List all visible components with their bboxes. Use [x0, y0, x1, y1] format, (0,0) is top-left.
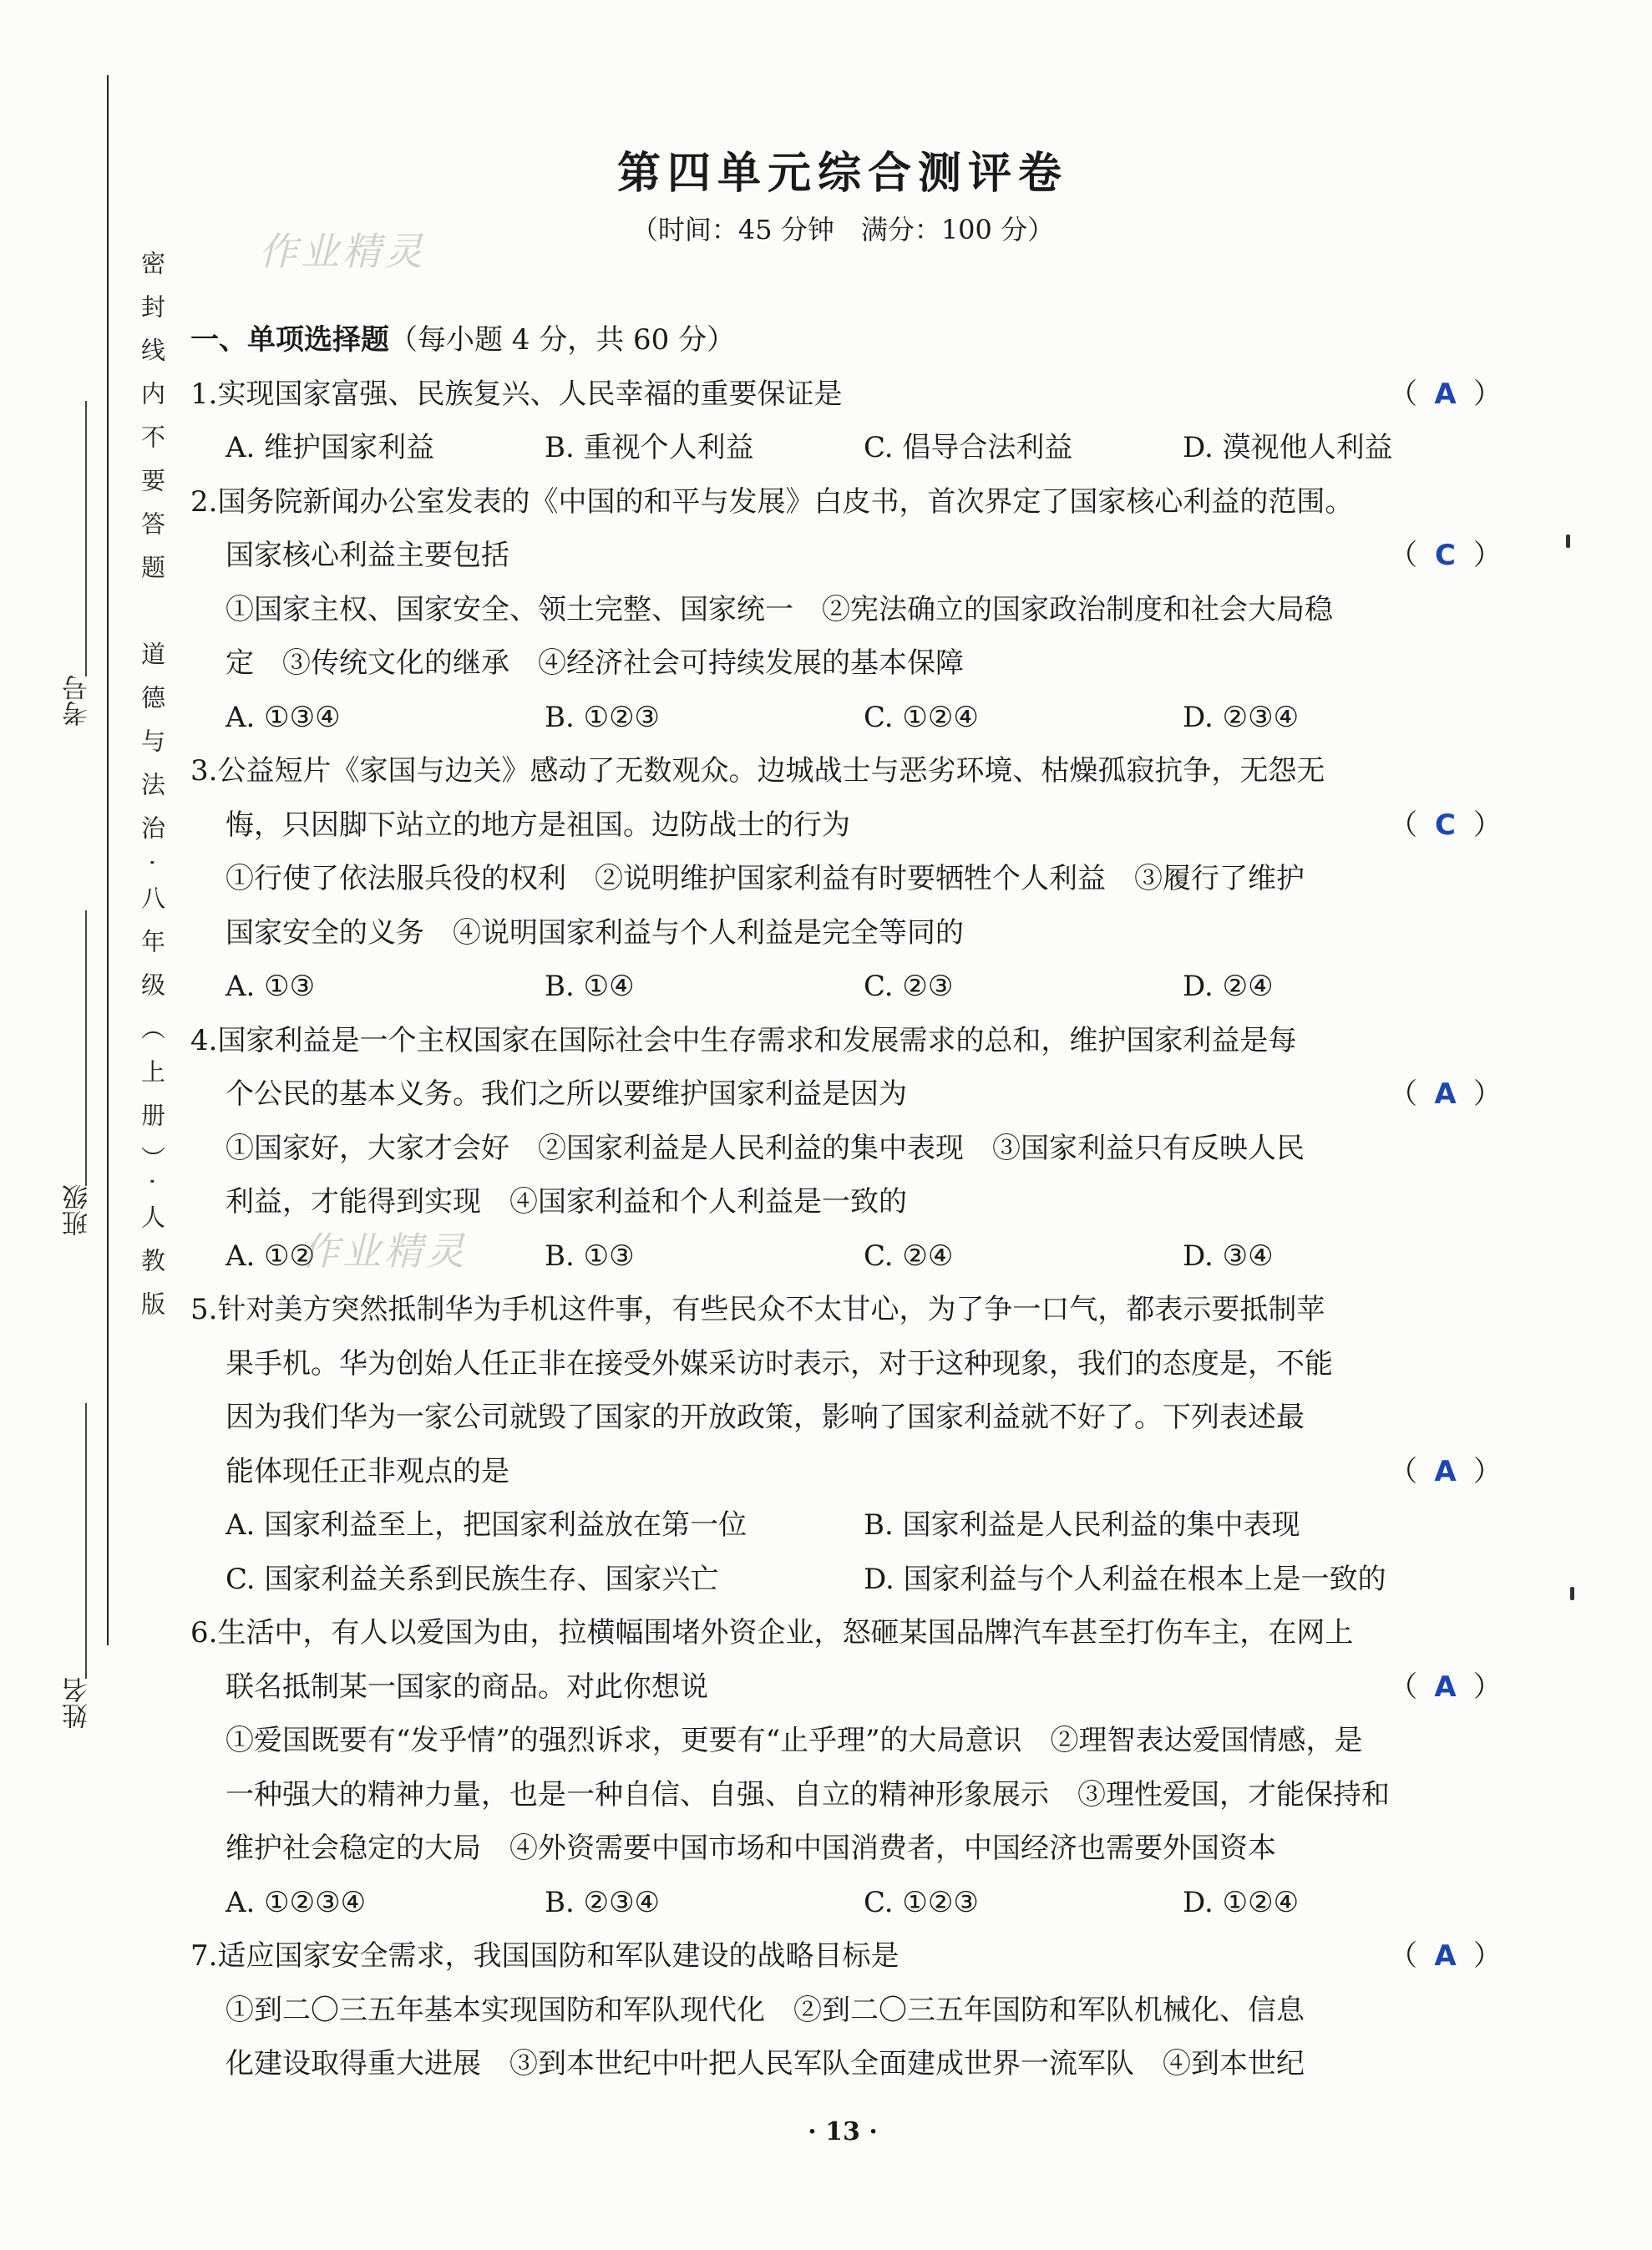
question-stem-line [190, 798, 1502, 853]
question-stem-line [190, 1337, 1502, 1391]
binding-line [107, 75, 109, 1645]
answer-letter: A [1434, 1077, 1457, 1111]
option-b: B. ①③ [545, 1239, 635, 1273]
answer-bracket-close: ） [1472, 1454, 1502, 1488]
answer-bracket-open: （ [1389, 1670, 1417, 1704]
statement-text: 定 ③传统文化的继承 ④经济社会可持续发展的基本保障 [226, 646, 964, 680]
question-statement-line [190, 1984, 1502, 2038]
option-a: A. ①②③④ [226, 1885, 367, 1919]
question-stem-text: 因为我们华为一家公司就毁了国家的开放政策，影响了国家利益就不好了。下列表述最 [226, 1401, 1305, 1434]
question-3 [190, 744, 1502, 1014]
question-stem-text: 果手机。华为创始人任正非在接受外媒采访时表示，对于这种现象，我们的态度是，不能 [226, 1346, 1333, 1381]
exam-number-label: 考号 [63, 675, 93, 727]
options-row [190, 421, 1502, 475]
question-stem-line [190, 1391, 1502, 1445]
options-row [190, 1553, 1502, 1607]
page-subtitle: （时间：45 分钟 满分：100 分） [631, 214, 1055, 246]
option-c: C. 倡导合法利益 [864, 431, 1073, 464]
statement-text: ①国家好，大家才会好 ②国家利益是人民利益的集中表现 ③国家利益只有反映人民 [226, 1131, 1305, 1165]
options-row [190, 1229, 1502, 1284]
statement-text: ①国家主权、国家安全、领土完整、国家统一 ②宪法确立的国家政治制度和社会大局稳 [226, 592, 1333, 626]
question-stem-line [190, 1929, 1502, 1984]
option-b: B. 国家利益是人民利益的集中表现 [864, 1508, 1300, 1542]
answer-bracket-close: ） [1472, 539, 1502, 572]
options-row [190, 1876, 1502, 1930]
options-row [190, 1498, 1502, 1553]
option-d: D. ①②④ [1183, 1885, 1300, 1919]
section-title: 一、单项选择题 [190, 323, 389, 357]
question-stem-text: 联名抵制某一国家的商品。对此你想说 [226, 1670, 708, 1704]
question-statement-line [190, 852, 1502, 906]
answer-bracket-open: （ [1389, 808, 1417, 842]
question-7 [190, 1929, 1502, 2091]
question-stem-text: 悔，只因脚下站立的地方是祖国。边防战士的行为 [226, 808, 850, 842]
question-2 [190, 475, 1502, 745]
option-d: D. ②④ [1183, 970, 1274, 1003]
question-6 [190, 1606, 1502, 1929]
question-statement-line [190, 1122, 1502, 1176]
option-c: C. ①②③ [864, 1885, 979, 1919]
question-1 [190, 367, 1502, 475]
statement-text: 维护社会稳定的大局 ④外资需要中国市场和中国消费者，中国经济也需要外国资本 [226, 1832, 1276, 1865]
statement-text: 国家安全的义务 ④说明国家利益与个人利益是完全等同的 [226, 915, 964, 950]
question-stem-text: 6.生活中，有人以爱国为由，拉横幅围堵外资企业，怒砸某国品牌汽车甚至打伤车主，在网上 [190, 1616, 1354, 1649]
option-a: A. ①② [226, 1239, 316, 1273]
answer-slot [1389, 1660, 1502, 1715]
binding-text: 密封线内不要答题 道德与法治·八年级（上册）·人教版 [138, 251, 166, 1335]
answer-slot [1389, 1445, 1502, 1499]
section-note: （每小题 4 分，共 60 分） [389, 323, 736, 357]
answer-letter: C [1435, 808, 1456, 842]
answer-slot [1389, 798, 1502, 853]
answer-slot [1389, 1067, 1502, 1122]
question-statement-line [190, 1768, 1502, 1822]
options-row [190, 691, 1502, 745]
answer-letter: C [1435, 539, 1456, 572]
name-label: 姓名 [63, 1677, 93, 1729]
question-statement-line [190, 1714, 1502, 1768]
statement-text: ①爱国既要有“发乎情”的强烈诉求，更要有“止乎理”的大局意识 ②理智表达爱国情感，是 [226, 1724, 1363, 1757]
watermark-middle: 作业精灵 [301, 1229, 468, 1274]
answer-bracket-open: （ [1389, 1939, 1417, 1973]
question-stem-text: 7.适应国家安全需求，我国国防和军队建设的战略目标是 [190, 1939, 899, 1973]
question-statement-line [190, 1175, 1502, 1229]
answer-bracket-close: ） [1472, 377, 1502, 411]
exam-number-field[interactable] [50, 401, 92, 727]
option-b: B. ②③④ [545, 1885, 661, 1919]
question-stem-line [190, 1283, 1502, 1337]
answer-letter: A [1434, 377, 1457, 411]
class-field[interactable] [50, 910, 92, 1236]
exam-number-underline [85, 401, 87, 677]
option-a: A. ①③ [226, 970, 316, 1003]
option-b: B. ①④ [545, 970, 635, 1003]
question-stem-line [190, 1445, 1502, 1499]
class-label: 班级 [63, 1184, 93, 1236]
option-c: C. ②④ [864, 1239, 954, 1273]
question-stem-line [190, 1606, 1502, 1660]
scan-speck [1566, 535, 1570, 548]
question-stem-line [190, 529, 1502, 583]
option-d: D. 国家利益与个人利益在根本上是一致的 [864, 1562, 1386, 1596]
answer-slot [1389, 367, 1502, 422]
option-a: A. 维护国家利益 [226, 431, 435, 464]
option-c: C. 国家利益关系到民族生存、国家兴亡 [226, 1562, 719, 1596]
option-a: A. 国家利益至上，把国家利益放在第一位 [226, 1508, 747, 1542]
answer-bracket-open: （ [1389, 539, 1417, 572]
answer-bracket-close: ） [1472, 1077, 1502, 1111]
question-statement-line [190, 583, 1502, 637]
question-statement-line [190, 906, 1502, 960]
option-c: C. ②③ [864, 970, 954, 1003]
page-number: · 13 · [808, 2117, 878, 2146]
question-stem-line [190, 1014, 1502, 1068]
answer-bracket-close: ） [1472, 1939, 1502, 1973]
question-stem-line [190, 1067, 1502, 1122]
answer-slot [1389, 529, 1502, 583]
option-c: C. ①②④ [864, 700, 979, 734]
question-stem-text: 能体现任正非观点的是 [226, 1454, 509, 1488]
name-field[interactable] [50, 1403, 92, 1729]
name-underline [85, 1403, 87, 1679]
question-5 [190, 1283, 1502, 1606]
options-row [190, 960, 1502, 1014]
question-stem-text: 4.国家利益是一个主权国家在国际社会中生存需求和发展需求的总和，维护国家利益是每 [190, 1023, 1297, 1057]
answer-bracket-open: （ [1389, 1454, 1417, 1488]
answer-bracket-close: ） [1472, 1670, 1502, 1704]
option-a: A. ①③④ [226, 700, 341, 734]
question-stem-line [190, 744, 1502, 798]
question-4 [190, 1014, 1502, 1284]
section-heading [190, 313, 1502, 367]
option-d: D. 漠视他人利益 [1183, 431, 1393, 464]
statement-text: 化建设取得重大进展 ③到本世纪中叶把人民军队全面建成世界一流军队 ④到本世纪 [226, 2047, 1305, 2080]
question-stem-text: 1.实现国家富强、民族复兴、人民幸福的重要保证是 [190, 377, 843, 411]
question-stem-text: 国家核心利益主要包括 [226, 539, 509, 572]
question-stem-line [190, 1660, 1502, 1715]
answer-letter: A [1434, 1454, 1457, 1488]
question-statement-line [190, 2037, 1502, 2091]
answer-letter: A [1434, 1939, 1457, 1973]
option-b: B. ①②③ [545, 700, 661, 734]
statement-text: ①到二〇三五年基本实现国防和军队现代化 ②到二〇三五年国防和军队机械化、信息 [226, 1993, 1305, 2027]
question-stem-text: 2.国务院新闻办公室发表的《中国的和平与发展》白皮书，首次界定了国家核心利益的范围。 [190, 484, 1354, 519]
question-stem-line [190, 475, 1502, 530]
question-stem-text: 3.公益短片《家国与边关》感动了无数观众。边城战士与恶劣环境、枯燥孤寂抗争，无怨无 [190, 754, 1325, 788]
class-underline [85, 910, 87, 1186]
option-d: D. ②③④ [1183, 700, 1300, 734]
statement-text: 利益，才能得到实现 ④国家利益和个人利益是一致的 [226, 1185, 907, 1219]
question-list [190, 313, 1502, 2091]
option-b: B. 重视个人利益 [545, 431, 754, 464]
statement-text: 一种强大的精神力量，也是一种自信、自强、自立的精神形象展示 ③理性爱国，才能保持和 [226, 1777, 1390, 1812]
question-statement-line [190, 636, 1502, 691]
question-statement-line [190, 1822, 1502, 1876]
option-d: D. ③④ [1183, 1239, 1274, 1273]
answer-slot [1389, 1929, 1502, 1984]
answer-letter: A [1434, 1670, 1457, 1704]
answer-bracket-open: （ [1389, 377, 1417, 411]
statement-text: ①行使了依法服兵役的权利 ②说明维护国家利益有时要牺牲个人利益 ③履行了维护 [226, 862, 1305, 895]
watermark-top: 作业精灵 [259, 229, 426, 274]
answer-bracket-open: （ [1389, 1077, 1417, 1111]
scan-speck [1570, 1587, 1574, 1600]
question-stem-line [190, 367, 1502, 422]
question-stem-text: 个公民的基本义务。我们之所以要维护国家利益是因为 [226, 1077, 907, 1111]
answer-bracket-close: ） [1472, 808, 1502, 842]
page-title: 第四单元综合测评卷 [616, 148, 1068, 199]
question-stem-text: 5.针对美方突然抵制华为手机这件事，有些民众不太甘心，为了争一口气，都表示要抵制苹 [190, 1293, 1325, 1326]
